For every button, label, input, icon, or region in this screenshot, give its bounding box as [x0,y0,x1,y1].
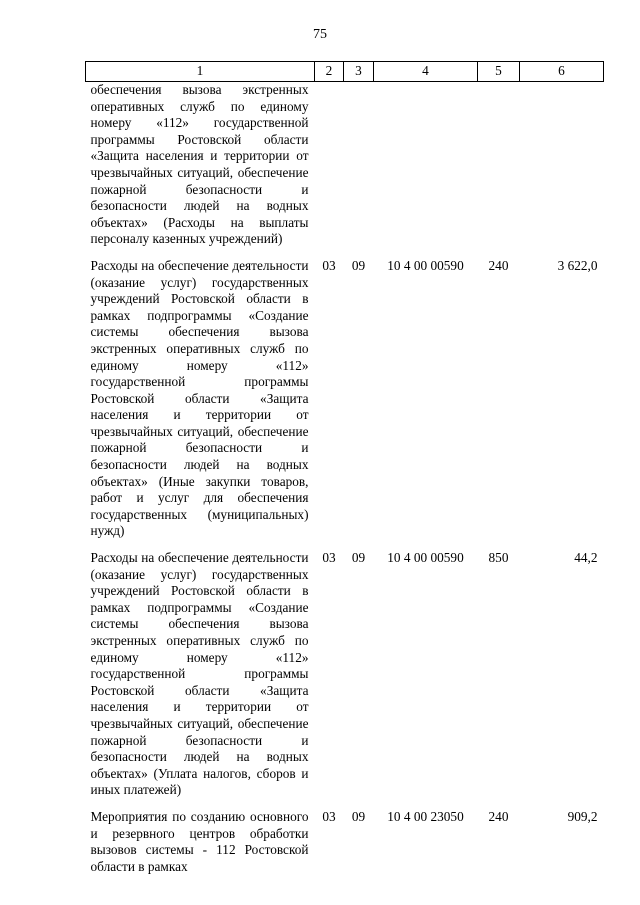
row-expense-type [478,82,520,258]
row-target-article [374,82,478,258]
row-amount: 909,2 [567,808,598,824]
row-section: 03 [322,808,336,824]
row-expense-type: 240 [488,808,509,824]
table-row [86,258,604,550]
row-section [315,82,344,258]
row-target-article: 10 4 00 00590 [387,257,464,273]
column-header: 1 [86,62,315,82]
column-header: 6 [520,62,604,82]
row-description: Расходы на обеспечение деятельности (оказание услуг) государственных учреждений Ростовской области в рамках подпрограммы «Создание системы обеспечения вызова экстренных оперативных служб по единому номеру «112» государственной программы Ростовской области «Защита населения и территории от чрезвычайных ситуаций, обеспечение пожарной безопасности и безопасности людей на водных объектах» (Иные закупки товаров, работ и услуг для обеспечения государственных (муниципальных) нужд) [90,257,309,539]
row-expense-type: 240 [488,257,509,273]
row-description: обеспечения вызова экстренных оперативных служб по единому номеру «112» государственной программы Ростовской области «Защита населения и территории от чрезвычайных ситуаций, обеспечение пожарной безопасности и безопасности людей на водных объектах» (Расходы на выплаты персоналу казенных учреждений) [90,82,309,247]
row-description: Расходы на обеспечение деятельности (оказание услуг) государственных учреждений Ростовской области в рамках подпрограммы «Создание системы обеспечения вызова экстренных оперативных служб по единому номеру «112» государственной программы Ростовской области «Защита населения и территории от чрезвычайных ситуаций, обеспечение пожарной безопасности и безопасности людей на водных объектах» (Уплата налогов, сборов и иных платежей) [90,550,309,798]
row-subsection: 09 [351,550,366,566]
page-number: 75 [313,27,327,42]
row-amount [520,82,604,258]
column-header: 5 [478,62,520,82]
table-row [86,809,604,885]
row-amount: 44,2 [574,550,598,566]
row-description: Мероприятия по созданию основного и резервного центров обработки вызовов системы - 112 Ростовской области в рамках [90,808,309,874]
row-amount: 3 622,0 [557,257,598,273]
row-section: 03 [322,257,336,273]
table-row [86,550,604,809]
table-row [86,82,604,258]
row-target-article: 10 4 00 00590 [387,550,464,566]
column-header: 3 [344,62,374,82]
row-section: 03 [322,550,336,566]
column-header: 2 [315,62,344,82]
table-header [86,62,604,82]
row-subsection [344,82,374,258]
row-subsection: 09 [351,257,366,273]
column-header: 4 [374,62,478,82]
row-expense-type: 850 [488,550,509,566]
budget-table [85,61,604,885]
row-subsection: 09 [351,808,366,824]
row-target-article: 10 4 00 23050 [387,808,464,824]
